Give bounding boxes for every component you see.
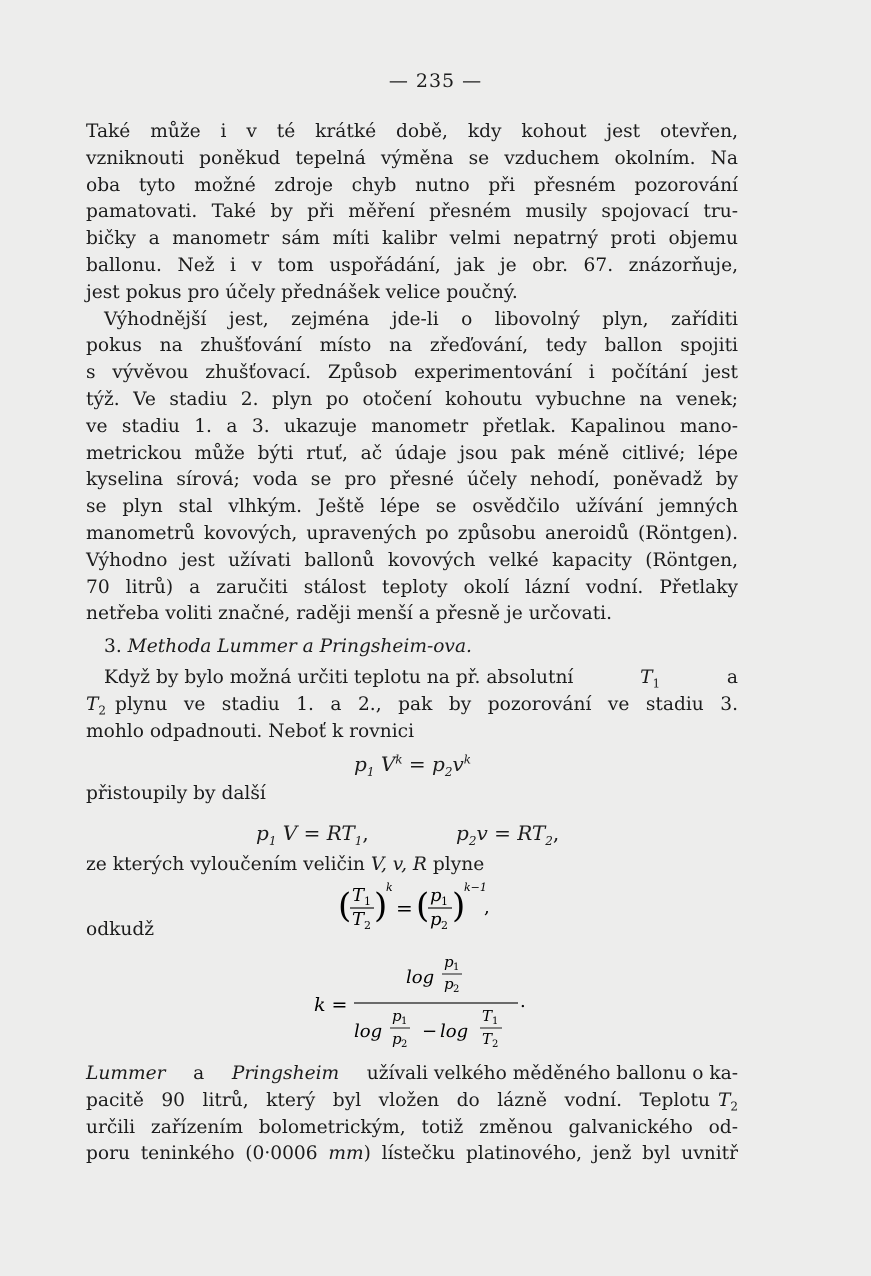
- paragraph-2: [86, 307, 738, 629]
- svg-text:,: ,: [484, 896, 490, 918]
- svg-text:): ): [374, 885, 388, 926]
- svg-text:2: 2: [492, 1038, 499, 1050]
- svg-text:p: p: [430, 884, 442, 906]
- svg-text:p: p: [444, 952, 454, 971]
- svg-text:log: log: [440, 1020, 469, 1042]
- svg-text:1: 1: [401, 1015, 408, 1027]
- svg-text:1: 1: [364, 894, 371, 908]
- text-line: Výhodnější jest, zejména jde-li o libovolný plyn, zaříditi: [104, 308, 738, 330]
- svg-text:p: p: [392, 1006, 402, 1025]
- equation-1: $p_1$ $V^k = p_2v^k$: [354, 752, 472, 780]
- svg-text:1: 1: [441, 894, 448, 908]
- svg-text:log: log: [354, 1020, 383, 1042]
- svg-text:2: 2: [401, 1038, 408, 1050]
- equation-4: [86, 943, 738, 1061]
- text-line: 70 litrů) a zaručiti stálost teploty okolí lázní vodní. Přetlaky: [86, 576, 738, 598]
- text-line: $T_2$ plynu ve stadiu 1. a 2., pak by pozorování ve stadiu 3.: [86, 693, 738, 718]
- text-line: týž. Ve stadiu 2. plyn po otočení kohoutu vybuchne na venek;: [86, 388, 738, 410]
- svg-text:T: T: [352, 908, 365, 930]
- svg-text:log: log: [406, 966, 435, 988]
- svg-text:1: 1: [492, 1015, 499, 1027]
- svg-text:k: k: [386, 880, 393, 894]
- text-line: s vývěvou zhušťovací. Způsob experimentování i počítání jest: [86, 362, 738, 384]
- svg-text:(: (: [416, 885, 430, 926]
- svg-text:k−1: k−1: [464, 880, 487, 894]
- text-line: oba tyto možné zdroje chyb nutno při přesném pozorování: [86, 174, 738, 196]
- equation-2: $p_1$ $V = RT_1$, $p_2v = RT_2$,: [256, 821, 560, 849]
- power-ratio-formula: [336, 879, 506, 943]
- svg-text:2: 2: [453, 983, 460, 995]
- svg-text:p: p: [444, 974, 454, 993]
- text-line: manometrů kovových, upravených po způsobu aneroidů (Röntgen).: [86, 522, 738, 544]
- svg-text:−: −: [422, 1020, 438, 1042]
- text-line: kyselina sírová; voda se pro přesné účely nehodí, poněvadž by: [86, 469, 738, 491]
- section-heading: 3. Methoda Lummer a Pringsheim-ova.: [104, 636, 472, 658]
- text-line: určili zařízením bolometrickým, totiž změnou galvanického od-: [86, 1116, 738, 1138]
- text-line: přistoupily by další: [86, 783, 266, 805]
- text-line: ballonu. Než i v tom uspořádání, jak je obr. 67. znázorňuje,: [86, 254, 738, 276]
- paragraph-4: [86, 1061, 738, 1168]
- text-line: mohlo odpadnouti. Neboť k rovnici: [86, 720, 415, 742]
- svg-text:2: 2: [364, 918, 371, 932]
- text-line: netřeba voliti značné, raději menší a přesně je určovati.: [86, 603, 613, 625]
- svg-text:p: p: [430, 908, 442, 930]
- text-line: ve stadiu 1. a 3. ukazuje manometr přetlak. Kapalinou mano-: [86, 415, 738, 437]
- text-line: metrickou může býti rtuť, ač údaje jsou pak méně citlivé; lépe: [86, 442, 738, 464]
- text-line: Také může i v té krátké době, kdy kohout jest otevřen,: [86, 121, 738, 142]
- svg-text:=: =: [396, 895, 413, 920]
- paragraph-3: [86, 665, 738, 745]
- k-formula: [310, 953, 550, 1061]
- text-line: se plyn stal vlhkým. Ještě lépe se osvědčilo užívání jemných: [86, 496, 738, 518]
- svg-text:T: T: [352, 884, 365, 906]
- svg-text:1: 1: [453, 961, 460, 973]
- text-line: Když by bylo možná určiti teplotu na př. absolutní $T_1$ a: [104, 666, 738, 691]
- text-line: pacitě 90 litrů, který byl vložen do lázně vodní. Teplotu $T_2$: [86, 1089, 738, 1114]
- text-line: pamatovati. Také by při měření přesném musily spojovací tru-: [86, 201, 738, 223]
- svg-text:.: .: [520, 990, 526, 1012]
- text-line: pokus na zhušťování místo na zřeďování, tedy ballon spojiti: [86, 335, 738, 357]
- svg-text:k =: k =: [314, 993, 348, 1016]
- svg-text:T: T: [482, 1029, 493, 1048]
- body-text: [86, 119, 738, 1168]
- paragraph-1: [86, 119, 738, 307]
- text-line: ze kterých vyloučením veličin V, v, R plyne: [86, 854, 485, 876]
- equation-3: [86, 879, 738, 943]
- svg-text:2: 2: [441, 918, 448, 932]
- text-line: Lummer a Pringsheim užívali velkého měděného ballonu o ka-: [86, 1062, 738, 1084]
- text-line: poru teninkého (0·0006 mm) lístečku platinového, jenž byl uvnitř: [86, 1143, 738, 1165]
- page-number: — 235 —: [388, 70, 483, 92]
- svg-text:(: (: [338, 885, 352, 926]
- whence-word: odkudž: [86, 918, 155, 940]
- text-line: vzniknouti poněkud tepelná výměna se vzduchem okolním. Na: [86, 147, 738, 169]
- text-line: jest pokus pro účely přednášek velice poučný.: [86, 281, 518, 303]
- svg-text:): ): [452, 885, 466, 926]
- text-line: bičky a manometr sám míti kalibr velmi nepatrný proti objemu: [86, 228, 738, 250]
- text-line: Výhodno jest užívati ballonů kovových velké kapacity (Röntgen,: [86, 549, 738, 571]
- svg-text:T: T: [482, 1006, 493, 1025]
- svg-text:p: p: [392, 1029, 402, 1048]
